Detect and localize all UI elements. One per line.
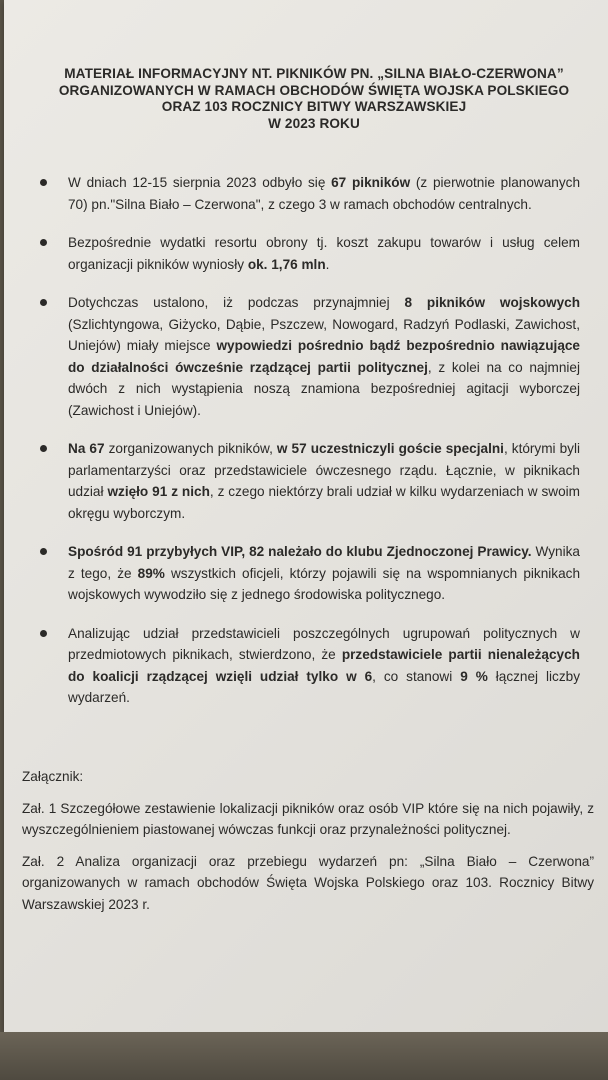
annex-item-1: Zał. 1 Szczegółowe zestawienie lokalizacji pikników oraz osób VIP które się na nich pojawiły, z wyszczególnieniem piastowanej wówczas funkcji oraz przynależności politycznej. bbox=[22, 800, 594, 837]
background-surface bbox=[0, 1032, 608, 1080]
bullet-dot-icon bbox=[40, 179, 47, 186]
document-title bbox=[34, 66, 594, 132]
bullet-item-opposition-share: Analizując udział przedstawicieli poszczególnych ugrupowań politycznych w przedmiotowych piknikach, stwierdzono, że przedstawiciele partii nienależących do koalicji rządzącej wzięli udział tylko w 6, co stanowi 9 % łącznej liczby wydarzeń. bbox=[40, 623, 580, 709]
annex-item-2: Zał. 2 Analiza organizacji oraz przebiegu wydarzeń pn: „Silna Biało – Czerwona” organizowanych w ramach obchodów Święta Wojska Polskiego oraz 103. Rocznicy Bitwy Warszawskiej 2023 r. bbox=[22, 853, 594, 912]
bullet-dot-icon bbox=[40, 548, 47, 555]
bullet-dot-icon bbox=[40, 445, 47, 452]
document-page bbox=[4, 0, 608, 1032]
bullet-item-special-guests: Na 67 zorganizowanych pikników, w 57 uczestniczyli goście specjalni, którymi byli parlamentarzyści oraz przedstawiciele ówczesnego rządu. Łącznie, w piknikach udział wzięło 91 z nich, z czego niektórzy brali udział w kilku wydarzeniach w swoim okręgu wyborczym. bbox=[40, 438, 580, 524]
title-line-2: ORGANIZOWANYCH W RAMACH OBCHODÓW ŚWIĘTA WOJSKA POLSKIEGO bbox=[58, 82, 570, 98]
title-line-3: ORAZ 103 ROCZNICY BITWY WARSZAWSKIEJ bbox=[161, 99, 467, 114]
title-line-1: MATERIAŁ INFORMACYJNY NT. PIKNIKÓW PN. „SILNA BIAŁO-CZERWONA” bbox=[64, 66, 564, 81]
title-line-4: W 2023 ROKU bbox=[268, 115, 360, 131]
bullet-dot-icon bbox=[40, 239, 47, 246]
bullet-item-political-statements: Dotychczas ustalono, iż podczas przynajmniej 8 pikników wojskowych (Szlichtyngowa, Giżycko, Dąbie, Pszczew, Nowogard, Radzyń Podlaski, Zawichost, Uniejów) miały miejsce wypowiedzi pośrednio bądź bezpośrednio nawiązujące do działalności ówcześnie rządzącej partii politycznej, z kolei na co najmniej dwóch z nich wystąpienia noszą znamiona bezpośredniej agitacji wyborczej (Zawichost i Uniejów). bbox=[40, 292, 580, 421]
bullet-dot-icon bbox=[40, 630, 47, 637]
annex-heading: Załącznik: bbox=[22, 769, 84, 784]
bullet-dot-icon bbox=[40, 299, 47, 306]
bullet-item-vip-affiliation: Spośród 91 przybyłych VIP, 82 należało do klubu Zjednoczonej Prawicy. Wynika z tego, że 89% wszystkich oficjeli, którzy pojawili się na wspomnianych piknikach wojskowych wywodziło się z jednego środowiska politycznego. bbox=[40, 541, 580, 606]
bullet-item-picnic-count: W dniach 12-15 sierpnia 2023 odbyło się 67 pikników (z pierwotnie planowanych 70) pn."Silna Biało – Czerwona", z czego 3 w ramach obchodów centralnych. bbox=[40, 172, 580, 215]
bullet-list bbox=[40, 172, 580, 709]
annex-section bbox=[22, 766, 594, 925]
bullet-item-expenses: Bezpośrednie wydatki resortu obrony tj. koszt zakupu towarów i usług celem organizacji pikników wyniosły ok. 1,76 mln. bbox=[40, 232, 580, 275]
